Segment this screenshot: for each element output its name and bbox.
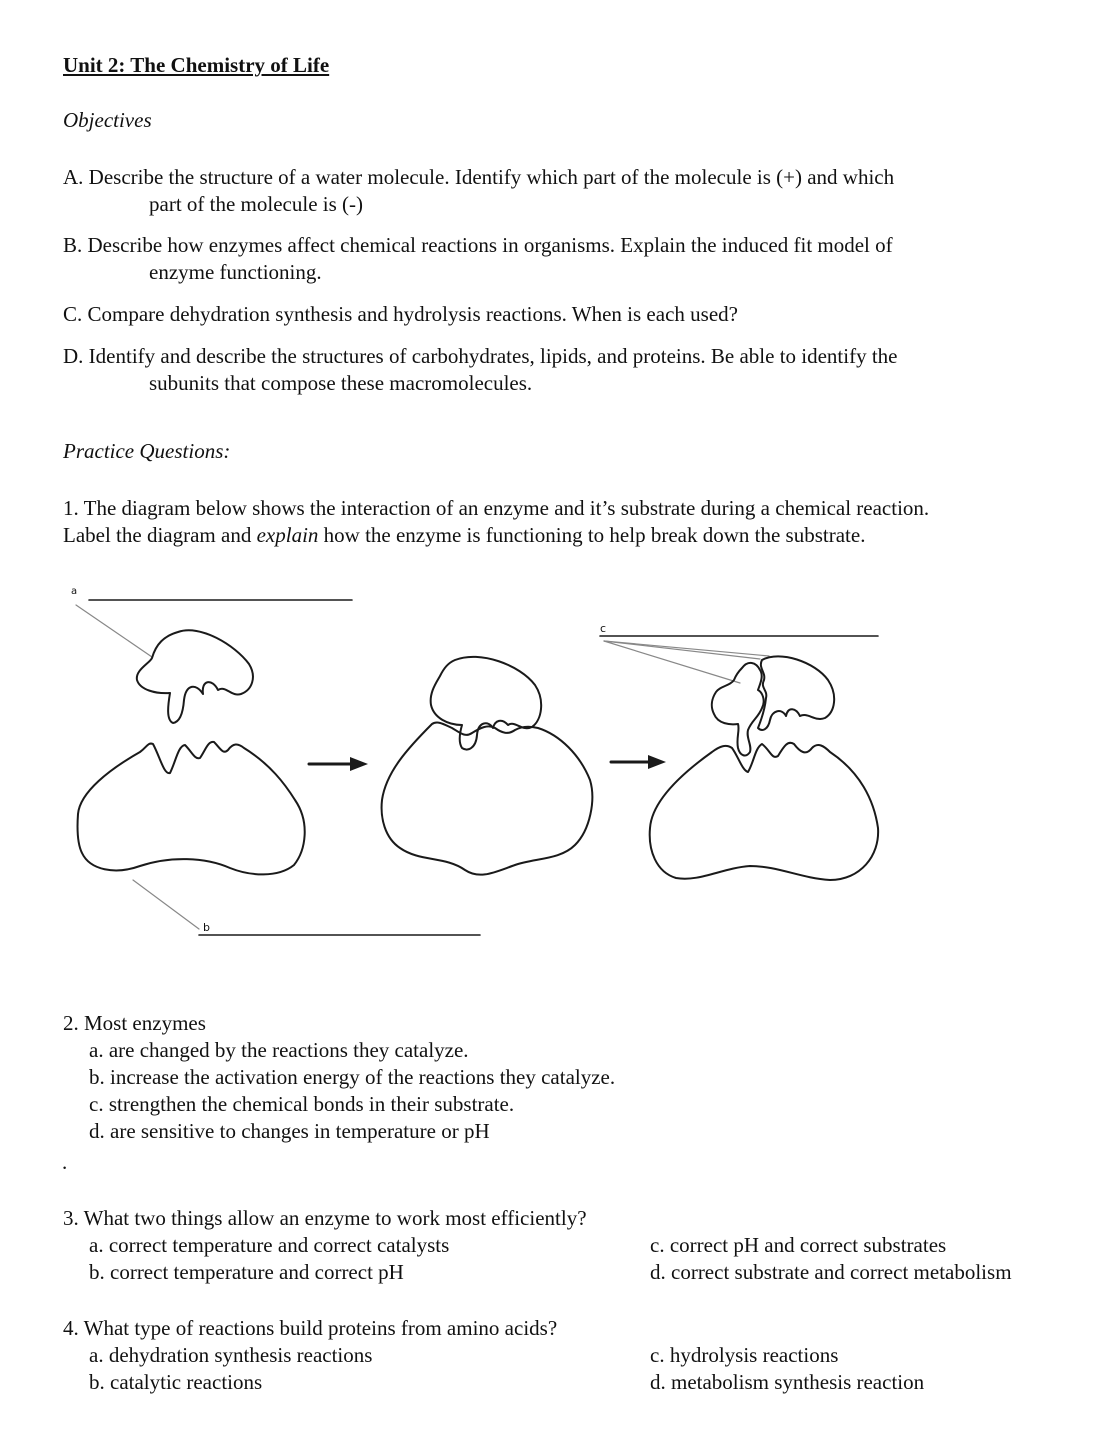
question-4-option-d: d. metabolism synthesis reaction xyxy=(650,1370,925,1394)
question-3-option-a: a. correct temperature and correct catalysts xyxy=(89,1233,450,1257)
label-a-pointer xyxy=(76,605,152,657)
label-b-pointer xyxy=(133,880,199,929)
question-3-option-b: b. correct temperature and correct pH xyxy=(89,1260,404,1284)
question-1-line2: Label the diagram and explain how the enzyme is functioning to help break down the substrate. xyxy=(63,523,866,547)
label-c: c xyxy=(600,622,607,635)
objective-b-line2: enzyme functioning. xyxy=(149,260,322,284)
objective-a-line1: A. Describe the structure of a water molecule. Identify which part of the molecule is (+) and which xyxy=(63,165,895,189)
arrow-2-head xyxy=(648,755,666,769)
label-a: a xyxy=(71,586,78,597)
substrate-fragment-2 xyxy=(758,656,834,730)
question-4-option-a: a. dehydration synthesis reactions xyxy=(89,1343,373,1367)
objective-c-line1: C. Compare dehydration synthesis and hydrolysis reactions. When is each used? xyxy=(63,302,738,326)
objective-a-line2: part of the molecule is (-) xyxy=(149,192,363,216)
question-3-option-d: d. correct substrate and correct metabolism xyxy=(650,1260,1012,1284)
practice-heading: Practice Questions: xyxy=(63,439,231,463)
enzyme-stage-2 xyxy=(382,723,593,875)
question-3-option-c: c. correct pH and correct substrates xyxy=(650,1233,947,1257)
arrow-1-head xyxy=(350,757,368,771)
substrate-stage-1 xyxy=(137,630,253,723)
label-b: b xyxy=(203,921,210,934)
question-4-option-b: b. catalytic reactions xyxy=(89,1370,263,1394)
enzyme-stage-1 xyxy=(77,742,304,874)
objectives-heading: Objectives xyxy=(63,108,152,132)
page-title: Unit 2: The Chemistry of Life xyxy=(63,53,330,77)
objective-d-line1: D. Identify and describe the structures of carbohydrates, lipids, and proteins. Be able to identify the xyxy=(63,344,898,368)
question-2-stem: 2. Most enzymes xyxy=(63,1011,206,1035)
stray-mark: . xyxy=(62,1150,68,1174)
question-4-option-c: c. hydrolysis reactions xyxy=(650,1343,839,1367)
question-2-option-c: c. strengthen the chemical bonds in their substrate. xyxy=(89,1092,515,1116)
question-2-option-b: b. increase the activation energy of the reactions they catalyze. xyxy=(89,1065,616,1089)
question-2 xyxy=(63,1010,615,1145)
question-3-stem: 3. What two things allow an enzyme to work most efficiently? xyxy=(63,1206,587,1230)
objective-b-line1: B. Describe how enzymes affect chemical reactions in organisms. Explain the induced fit model of xyxy=(63,233,893,257)
question-2-option-d: d. are sensitive to changes in temperature or pH xyxy=(89,1119,490,1143)
enzyme-stage-3 xyxy=(650,743,878,880)
question-4-stem: 4. What type of reactions build proteins from amino acids? xyxy=(63,1316,558,1340)
substrate-stage-2 xyxy=(431,657,542,750)
question-1-line1: 1. The diagram below shows the interaction of an enzyme and it’s substrate during a chemical reaction. xyxy=(63,496,930,520)
objective-d-line2: subunits that compose these macromolecules. xyxy=(149,371,533,395)
question-2-option-a: a. are changed by the reactions they catalyze. xyxy=(89,1038,469,1062)
